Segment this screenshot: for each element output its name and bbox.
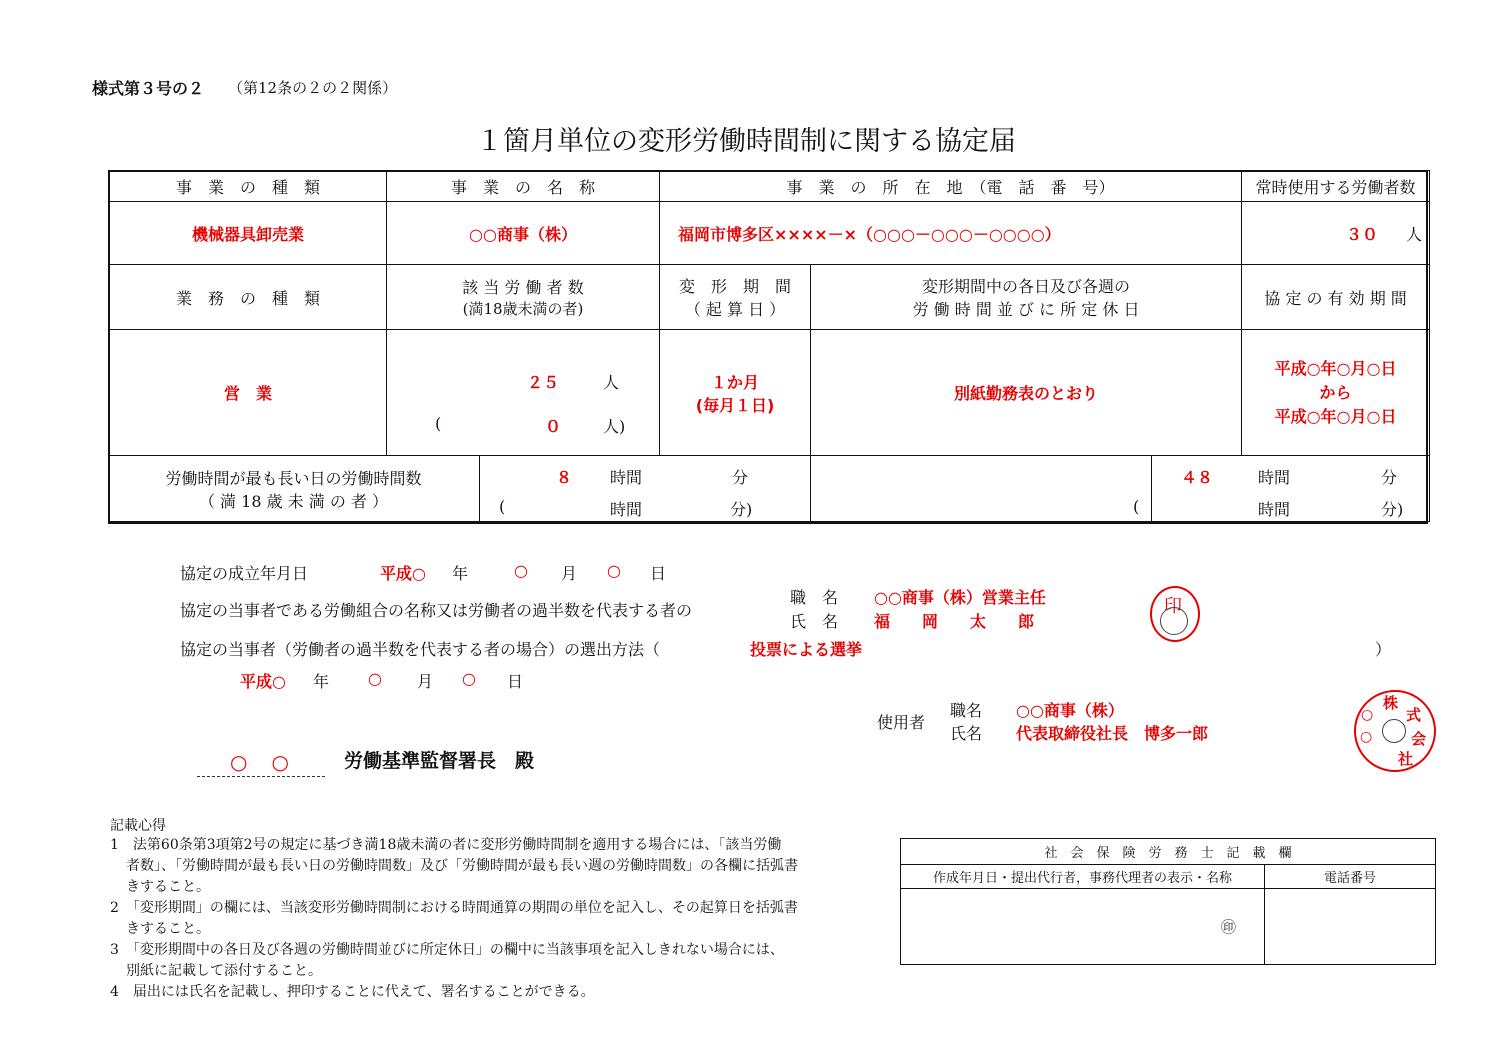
sharoushi-col-name: 作成年月日・提出代行者，事務代理者の表示・名称 bbox=[901, 865, 1265, 889]
note-text: 者数」、「労働時間が最も長い日の労働時間数」及び「労働時間が最も長い週の労働時間数」の各欄に括弧書 bbox=[126, 858, 798, 874]
validity-start: 平成○年○月○日 bbox=[1274, 358, 1397, 378]
corporate-seal-char-3: 会 bbox=[1411, 730, 1427, 748]
sharoushi-name-cell[interactable] bbox=[901, 889, 1265, 965]
longest-day-minutes-unit: 分 bbox=[732, 468, 749, 487]
agreement-date-day: ○ bbox=[607, 561, 621, 580]
regular-workers-unit: 人 bbox=[1406, 225, 1423, 244]
business-name-value: ○○商事（株） bbox=[387, 202, 660, 265]
office-title: 労働基準監督署長 殿 bbox=[344, 750, 535, 772]
longest-week-minutes-unit: 分 bbox=[1381, 468, 1398, 487]
employer-job-title: ○○商事（株） bbox=[1016, 701, 1124, 720]
sharoushi-box bbox=[900, 838, 1436, 965]
note-number: 1 bbox=[110, 837, 119, 853]
corporate-seal-char-6: ○ bbox=[1360, 729, 1373, 745]
header-longest-week bbox=[811, 456, 1152, 522]
longest-day-minor-hours-unit: 時間 bbox=[610, 500, 643, 519]
longest-week-minor-minutes-unit: 分) bbox=[1381, 500, 1404, 519]
employer-name-label: 氏名 bbox=[950, 724, 983, 743]
notes-list bbox=[110, 835, 798, 1003]
note-text: 届出には氏名を記載し、押印することに代えて、署名することができる。 bbox=[132, 984, 595, 1000]
sharoushi-seal-icon: ㊞ bbox=[1220, 918, 1236, 936]
header-longest-day bbox=[110, 456, 480, 522]
validity-cell bbox=[1242, 330, 1430, 456]
note-text: きすること。 bbox=[126, 879, 210, 895]
longest-day-minor-minutes-unit: 分) bbox=[730, 500, 753, 519]
applicable-workers-unit: 人 bbox=[603, 373, 620, 392]
header-variable-period bbox=[660, 265, 811, 330]
applicable-workers-value: ２５ bbox=[527, 373, 560, 392]
agreement-date-label: 協定の成立年月日 bbox=[180, 564, 309, 583]
worker-rep-job-title: ○○商事（株）営業主任 bbox=[874, 588, 1046, 607]
header-business-name: 事 業 の 名 称 bbox=[387, 171, 660, 202]
submit-date-year-unit: 年 bbox=[313, 672, 330, 691]
note-item-4 bbox=[110, 982, 798, 1003]
applicable-workers-minor-unit: 人) bbox=[603, 417, 626, 436]
worker-rep-name-label: 氏 名 bbox=[790, 612, 839, 631]
selection-method-value: 投票による選挙 bbox=[750, 640, 863, 659]
submit-date-era: 平成○ bbox=[240, 672, 286, 691]
employer-label: 使用者 bbox=[877, 713, 926, 732]
header-business-type: 事 業 の 種 類 bbox=[110, 171, 387, 202]
worker-seal-stamp bbox=[1150, 586, 1200, 642]
header-hours-holidays bbox=[811, 265, 1242, 330]
submit-date-month: ○ bbox=[368, 669, 382, 688]
validity-from: から bbox=[1319, 382, 1352, 402]
agreement-date-year-unit: 年 bbox=[452, 564, 469, 583]
note-text: 「変形期間中の各日及び各週の労働時間並びに所定休日」の欄中に当該事項を記入しきれない場合には、 bbox=[132, 942, 784, 958]
agreement-date-day-unit: 日 bbox=[650, 564, 667, 583]
note-item-2 bbox=[110, 898, 798, 940]
form-number: 様式第３号の２ bbox=[92, 79, 205, 98]
header-longest-day-line2: （ 満 18 歳 未 満 の 者 ） bbox=[198, 491, 389, 511]
header-applicable-workers-line1: 該 当 労 働 者 数 bbox=[462, 278, 584, 297]
note-text: 別紙に記載して添付すること。 bbox=[126, 963, 322, 979]
worker-seal-text: 印 bbox=[1164, 596, 1182, 617]
longest-day-minor-open: ( bbox=[499, 497, 506, 516]
longest-day-cell bbox=[480, 456, 811, 522]
longest-day-hours-unit: 時間 bbox=[610, 468, 643, 487]
note-number: 2 bbox=[110, 900, 119, 916]
agreement-form-table bbox=[109, 170, 1430, 522]
variable-period-value: １か月 bbox=[711, 372, 760, 392]
applicable-workers-minor-value: ０ bbox=[545, 417, 562, 436]
longest-week-hours: ４８ bbox=[1181, 468, 1214, 487]
corporate-seal-char-1: 株 bbox=[1383, 694, 1399, 712]
employer-name: 代表取締役社長 博多一郎 bbox=[1016, 724, 1209, 743]
longest-day-hours: ８ bbox=[556, 468, 573, 487]
corporate-seal-char-2: 式 bbox=[1406, 706, 1422, 724]
note-text: きすること。 bbox=[126, 921, 210, 937]
submit-date-day: ○ bbox=[462, 669, 476, 688]
header-applicable-workers bbox=[387, 265, 660, 330]
header-business-address: 事 業 の 所 在 地 （電 話 番 号） bbox=[660, 171, 1242, 202]
selection-method-label: 協定の当事者（労働者の過半数を代表する者の場合）の選出方法（ bbox=[180, 640, 661, 659]
office-name-value: ○ ○ bbox=[230, 750, 291, 774]
header-variable-period-line1: 変 形 期 間 bbox=[679, 277, 792, 296]
longest-week-minor-hours-unit: 時間 bbox=[1258, 500, 1291, 519]
variable-period-cell bbox=[660, 330, 811, 456]
sharoushi-title: 社 会 保 険 労 務 士 記 載 欄 bbox=[901, 839, 1436, 865]
header-validity-period: 協 定 の 有 効 期 間 bbox=[1242, 265, 1430, 330]
business-address-value: 福岡市博多区××××－×（○○○－○○○－○○○○） bbox=[660, 202, 1242, 265]
header-hours-holidays-line1: 変形期間中の各日及び各週の bbox=[922, 277, 1131, 296]
submit-date-day-unit: 日 bbox=[507, 672, 524, 691]
validity-end: 平成○年○月○日 bbox=[1274, 406, 1397, 426]
note-item-1 bbox=[110, 835, 798, 898]
applicable-workers-cell bbox=[387, 330, 660, 456]
hours-holidays-value: 別紙勤務表のとおり bbox=[811, 330, 1242, 456]
work-type-value: 営 業 bbox=[110, 330, 387, 456]
header-applicable-workers-line2: (満18歳未満の者) bbox=[462, 300, 584, 318]
header-regular-workers: 常時使用する労働者数 bbox=[1242, 171, 1430, 202]
corporate-seal-char-4: 社 bbox=[1398, 750, 1414, 768]
note-item-3 bbox=[110, 940, 798, 982]
regular-workers-value: ３０ bbox=[1346, 225, 1379, 244]
header-work-type: 業 務 の 種 類 bbox=[110, 265, 387, 330]
business-type-value: 機械器具卸売業 bbox=[110, 202, 387, 265]
sharoushi-col-phone: 電話番号 bbox=[1265, 865, 1436, 889]
page-title: １箇月単位の変形労働時間制に関する協定届 bbox=[476, 126, 1016, 157]
note-number: 4 bbox=[110, 984, 119, 1000]
agreement-date-month-unit: 月 bbox=[561, 564, 578, 583]
regular-workers-cell bbox=[1242, 202, 1430, 265]
agreement-date-era: 平成○ bbox=[380, 564, 426, 583]
longest-week-minor-open: ( bbox=[1133, 497, 1140, 516]
header-longest-day-line1: 労働時間が最も長い日の労働時間数 bbox=[165, 468, 422, 488]
office-name-underline bbox=[197, 776, 325, 777]
variable-period-start: (毎月１日) bbox=[695, 395, 775, 415]
note-number: 3 bbox=[110, 942, 119, 958]
header-variable-period-line2: （ 起 算 日 ） bbox=[684, 300, 786, 319]
corporate-seal-char-5: ○ bbox=[1361, 707, 1374, 723]
form-relation: （第12条の２の２関係） bbox=[228, 79, 398, 97]
corporate-seal-stamp bbox=[1354, 690, 1436, 772]
applicable-workers-minor-open: ( bbox=[435, 414, 442, 433]
header-hours-holidays-line2: 労 働 時 間 並 び に 所 定 休 日 bbox=[912, 300, 1140, 319]
employer-job-title-label: 職名 bbox=[950, 701, 983, 720]
worker-seal-mark-icon bbox=[1160, 607, 1188, 635]
agreement-date-month: ○ bbox=[514, 561, 528, 580]
selection-method-close: ） bbox=[1375, 640, 1392, 659]
sharoushi-phone-cell[interactable] bbox=[1265, 889, 1436, 965]
corporate-seal-mark-icon bbox=[1382, 719, 1406, 743]
agreement-party-label: 協定の当事者である労働組合の名称又は労働者の過半数を代表する者の bbox=[180, 601, 693, 620]
note-text: 「変形期間」の欄には、当該変形労働時間制における時間通算の期間の単位を記入し、その起算日を括弧書 bbox=[132, 900, 798, 916]
note-text: 法第60条第3項第2号の規定に基づき満18歳未満の者に変形労働時間制を適用する場合には、「該当労働 bbox=[132, 837, 782, 853]
submit-date-month-unit: 月 bbox=[417, 672, 434, 691]
worker-rep-name: 福 岡 太 郎 bbox=[874, 612, 1035, 631]
worker-rep-job-title-label: 職 名 bbox=[790, 588, 839, 607]
longest-week-hours-unit: 時間 bbox=[1258, 468, 1291, 487]
notes-heading: 記載心得 bbox=[110, 818, 166, 834]
